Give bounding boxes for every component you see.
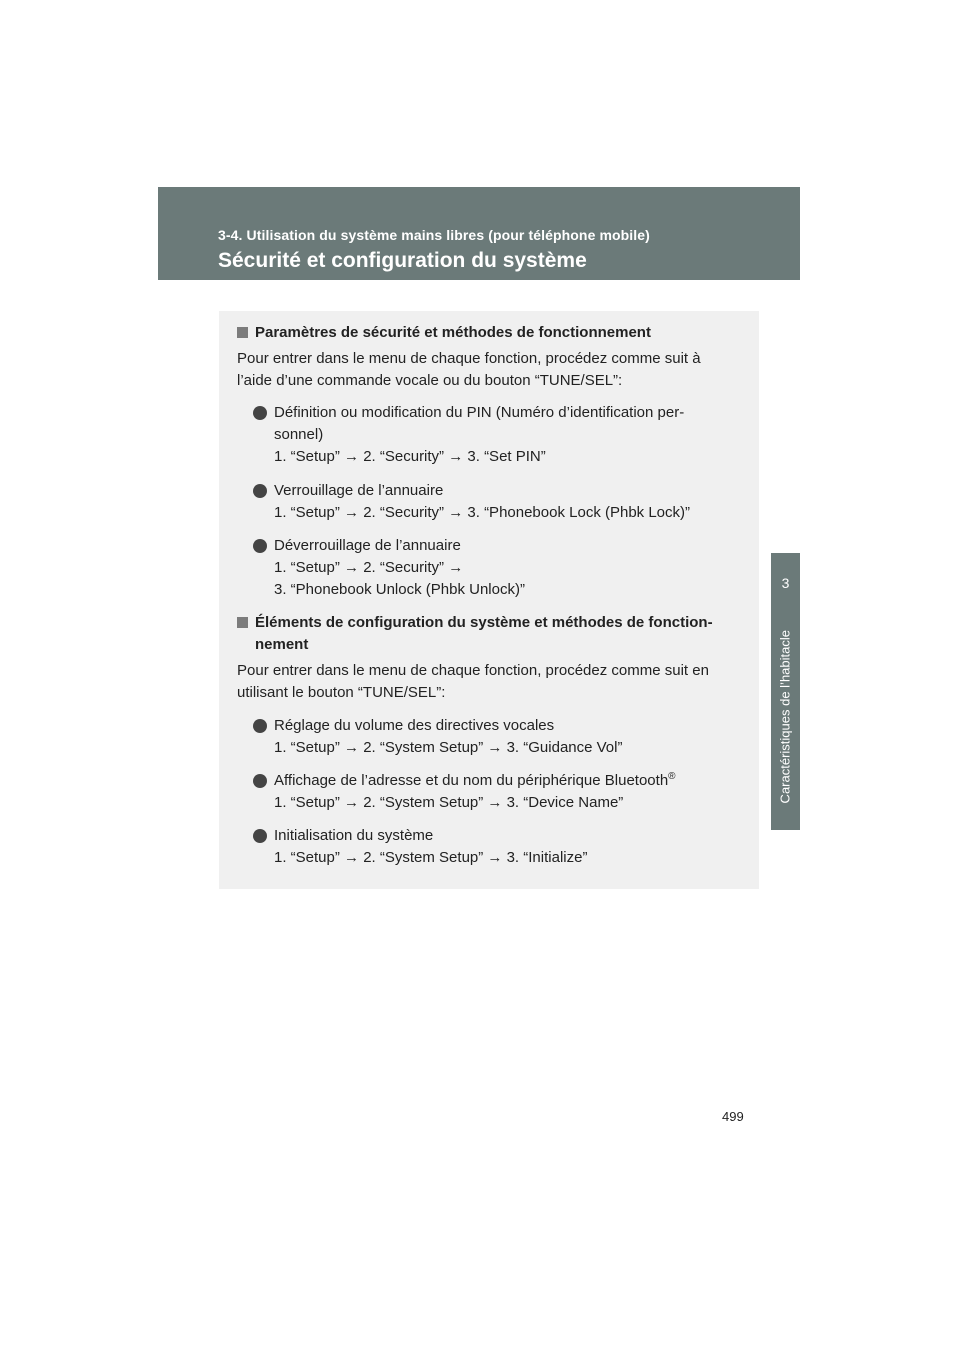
section-intro: Pour entrer dans le menu de chaque fonction, procédez comme suit en utilisant le bouton “TUNE/SEL”: xyxy=(237,662,709,701)
chapter-label: Caractéristiques de l’habitacle xyxy=(777,630,793,804)
item-menu-path: 1. “Setup” → 2. “Security” → xyxy=(274,559,464,576)
page-title: Sécurité et configuration du système xyxy=(218,249,587,272)
registered-mark: ® xyxy=(668,771,676,782)
item-menu-path: 1. “Setup” → 2. “System Setup” → 3. “Initialize” xyxy=(274,849,588,866)
chapter-number: 3 xyxy=(781,575,790,591)
section-intro: Pour entrer dans le menu de chaque fonction, procédez comme suit à l’aide d’une commande vocale ou du bouton “TUNE/SEL”: xyxy=(237,350,701,389)
heading-text-continued: nement xyxy=(255,636,309,653)
section-heading xyxy=(237,612,755,656)
heading-text: Éléments de configuration du système et méthodes de fonction- xyxy=(255,614,713,631)
item-title: Verrouillage de l’annuaire xyxy=(274,482,444,499)
list-item xyxy=(253,402,743,468)
list-item xyxy=(253,535,743,601)
item-menu-path: 1. “Setup” → 2. “System Setup” → 3. “Device Name” xyxy=(274,794,624,811)
list-item xyxy=(253,715,743,759)
round-bullet-icon xyxy=(253,774,267,788)
list-item xyxy=(253,770,743,814)
item-title: Réglage du volume des directives vocales xyxy=(274,717,555,734)
item-title: Définition ou modification du PIN (Numéro d’identification per- xyxy=(274,404,685,421)
item-title xyxy=(274,770,743,792)
chapter-side-tab xyxy=(771,553,800,830)
list-item xyxy=(253,480,743,524)
round-bullet-icon xyxy=(253,406,267,420)
round-bullet-icon xyxy=(253,539,267,553)
round-bullet-icon xyxy=(253,829,267,843)
list-item xyxy=(253,825,743,869)
heading-text: Paramètres de sécurité et méthodes de fonctionnement xyxy=(255,324,651,341)
square-bullet-icon xyxy=(237,327,248,338)
info-panel xyxy=(219,311,759,889)
item-menu-path-continued: 3. “Phonebook Unlock (Phbk Unlock)” xyxy=(274,581,525,598)
round-bullet-icon xyxy=(253,484,267,498)
item-menu-path: 1. “Setup” → 2. “System Setup” → 3. “Guidance Vol” xyxy=(274,739,623,756)
round-bullet-icon xyxy=(253,719,267,733)
item-title: Initialisation du système xyxy=(274,827,434,844)
item-menu-path: 1. “Setup” → 2. “Security” → 3. “Set PIN” xyxy=(274,448,546,465)
item-title: Déverrouillage de l’annuaire xyxy=(274,537,461,554)
chapter-header xyxy=(158,187,800,280)
item-menu-path: 1. “Setup” → 2. “Security” → 3. “Phonebook Lock (Phbk Lock)” xyxy=(274,504,691,521)
section-title: 3-4. Utilisation du système mains libres (pour téléphone mobile) xyxy=(218,227,650,243)
section-heading xyxy=(237,322,755,344)
item-title-text: Affichage de l’adresse et du nom du périphérique Bluetooth xyxy=(274,772,669,789)
page-number: 499 xyxy=(722,1109,744,1124)
item-title-continued: sonnel) xyxy=(274,426,324,443)
square-bullet-icon xyxy=(237,617,248,628)
